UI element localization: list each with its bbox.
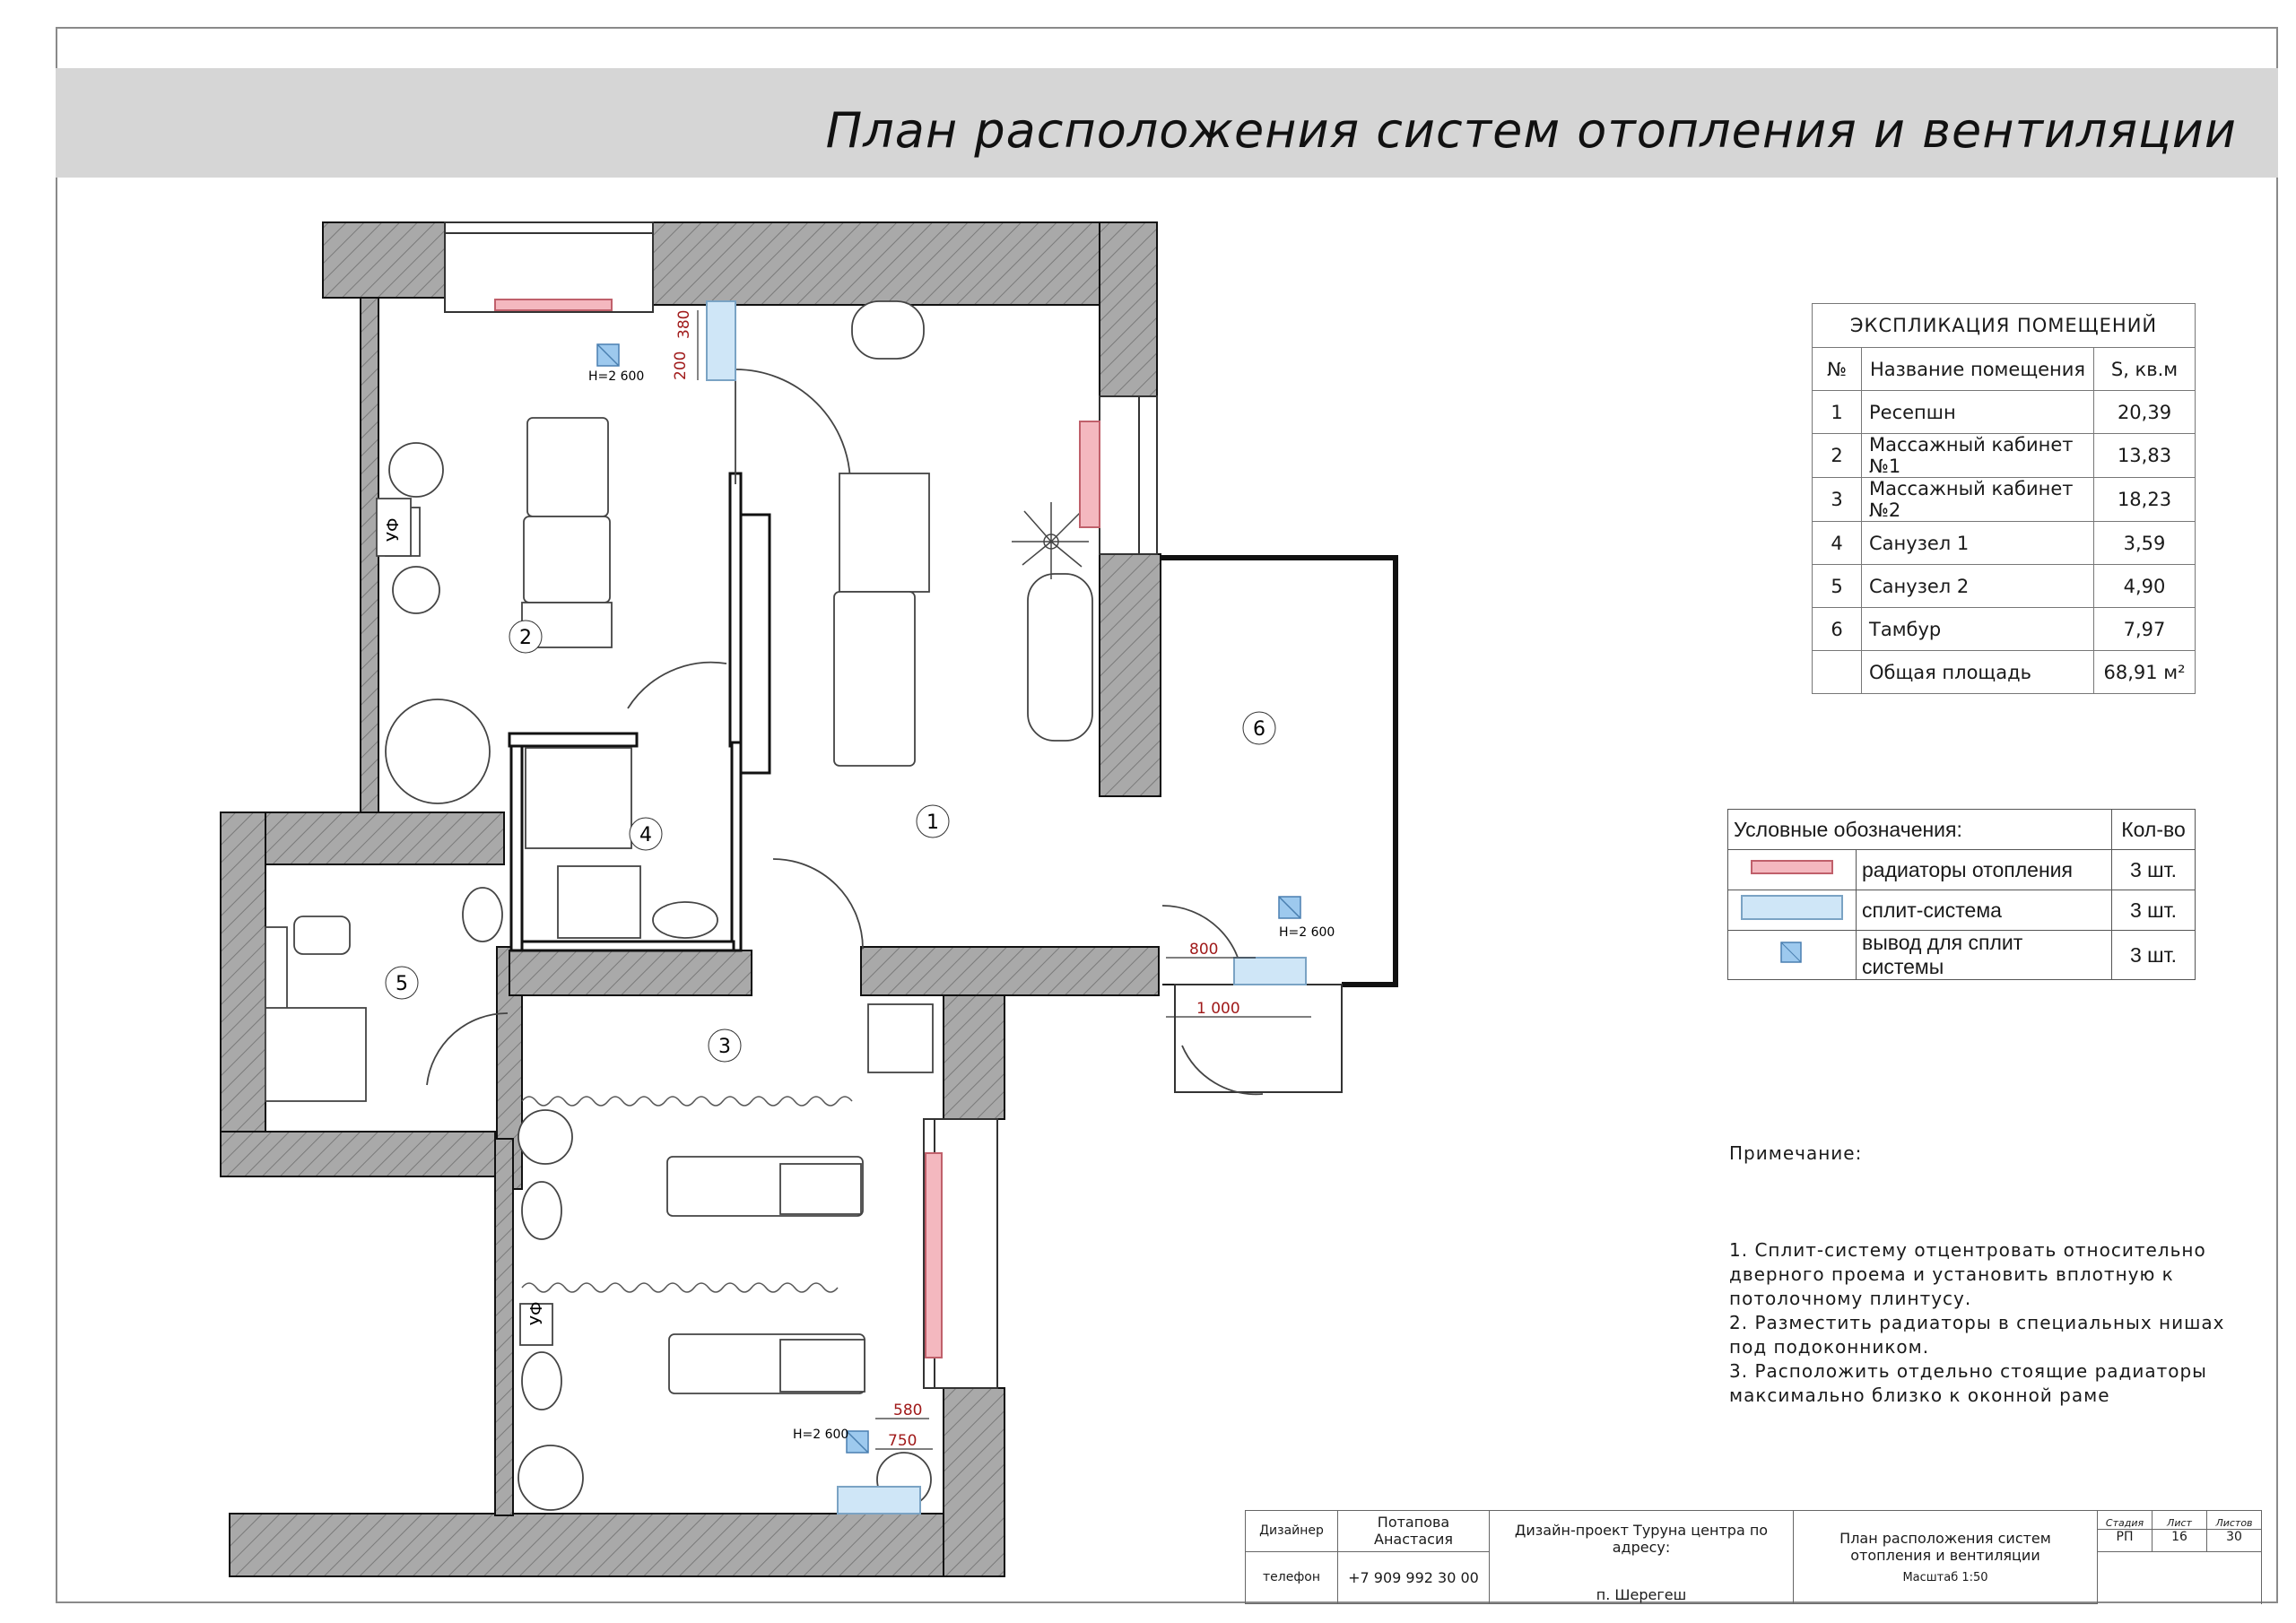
height-label: H=2 600 (588, 369, 645, 384)
table-row: 1 Ресепшн 20,39 (1813, 391, 2196, 434)
table-row: 3 Массажный кабинет №2 18,23 (1813, 478, 2196, 522)
stamp-sheet-title: План расположения систем отопления и вентиляции Масштаб 1:50 (1794, 1511, 2098, 1604)
room-marker-1 (917, 805, 949, 838)
stamp-sheet-cell: Лист 16 (2152, 1511, 2207, 1552)
dimension-580: 580 (893, 1402, 923, 1419)
table-row: 5 Санузел 2 4,90 (1813, 565, 2196, 608)
split-outputs (597, 344, 1300, 1453)
uf-label: УФ (527, 1301, 546, 1325)
explication-title: ЭКСПЛИКАЦИЯ ПОМЕЩЕНИЙ (1813, 304, 2196, 348)
height-label: H=2 600 (793, 1428, 849, 1442)
total-row: Общая площадь 68,91 м² (1813, 651, 2196, 694)
split-system-room2 (707, 301, 735, 380)
radiator-room2 (495, 299, 612, 310)
height-label: H=2 600 (1279, 925, 1335, 940)
stamp-role-phone: телефон (1246, 1551, 1338, 1603)
dimension-lines (698, 310, 1311, 1449)
split-output-icon (1774, 939, 1810, 966)
column-header-name: Название помещения (1862, 348, 2094, 391)
legend-title: Условные обозначения: (1728, 810, 2112, 850)
notes-text: 1. Сплит-систему отцентровать относительно дверного проема и установить вплотную к потолочному плинтусу. 2. Разместить радиаторы в специальных нишах под подоконником. 3. Расположить отдельно стоящие радиаторы максимально близко к оконной раме (1729, 1239, 2225, 1406)
room-marker-6 (1243, 712, 1275, 744)
legend-row: радиаторы отопления 3 шт. (1728, 850, 2196, 890)
svg-text:2: 2 (519, 627, 532, 649)
legend-qty-header: Кол-во (2112, 810, 2196, 850)
radiator-room3 (926, 1153, 942, 1358)
stamp-designer-name: Потапова Анастасия (1338, 1511, 1490, 1552)
column-header-num: № (1813, 348, 1862, 391)
split-output-icon (847, 1431, 868, 1453)
split-systems (707, 301, 1306, 1514)
legend-table (1727, 809, 2196, 980)
split-system-swatch (1736, 892, 1848, 923)
explication-table (1812, 303, 2196, 694)
stamp-stage-cell: Стадия РП (2098, 1511, 2152, 1552)
radiator-room1 (1080, 421, 1100, 527)
fixtures (265, 301, 1092, 1510)
uf-label: УФ (384, 517, 403, 542)
table-row: 6 Тамбур 7,97 (1813, 608, 2196, 651)
room-marker-5 (386, 967, 418, 999)
room-marker-2 (509, 621, 542, 653)
dimension-800: 800 (1189, 941, 1219, 959)
svg-text:6: 6 (1253, 718, 1265, 741)
svg-text:1: 1 (926, 812, 939, 834)
room-marker-3 (709, 1029, 741, 1062)
split-system-room3 (838, 1487, 920, 1514)
legend-row: вывод для сплит системы 3 шт. (1728, 931, 2196, 980)
dimension-380: 380 (675, 309, 693, 339)
svg-text:4: 4 (639, 824, 652, 846)
dimension-1000: 1 000 (1196, 1000, 1240, 1018)
stamp-project: Дизайн-проект Туруна центра по адресу: п. Шерегеш (1490, 1511, 1794, 1604)
table-row: 2 Массажный кабинет №1 13,83 (1813, 434, 2196, 478)
dimension-200: 200 (672, 351, 690, 380)
split-system-room1 (1234, 958, 1306, 985)
stamp-role-designer: Дизайнер (1246, 1511, 1338, 1552)
svg-text:3: 3 (718, 1036, 731, 1058)
legend-row: сплит-система 3 шт. (1728, 890, 2196, 931)
plant-icon (1012, 502, 1089, 579)
stamp-phone: +7 909 992 30 00 (1338, 1551, 1490, 1603)
room-marker-4 (630, 818, 662, 850)
notes-block (1729, 1117, 2231, 1432)
page-title: План расположения систем отопления и вентиляции (825, 102, 2237, 159)
stamp-sheets-cell: Листов 30 (2207, 1511, 2262, 1552)
radiator-swatch (1743, 854, 1841, 881)
table-row: 4 Санузел 1 3,59 (1813, 522, 2196, 565)
notes-heading: Примечание: (1729, 1142, 1863, 1164)
title-block (1245, 1510, 2262, 1604)
dimension-750: 750 (888, 1432, 918, 1450)
column-header-area: S, кв.м (2094, 348, 2196, 391)
split-output-icon (1279, 897, 1300, 918)
split-output-icon (597, 344, 619, 366)
svg-text:5: 5 (396, 973, 408, 995)
